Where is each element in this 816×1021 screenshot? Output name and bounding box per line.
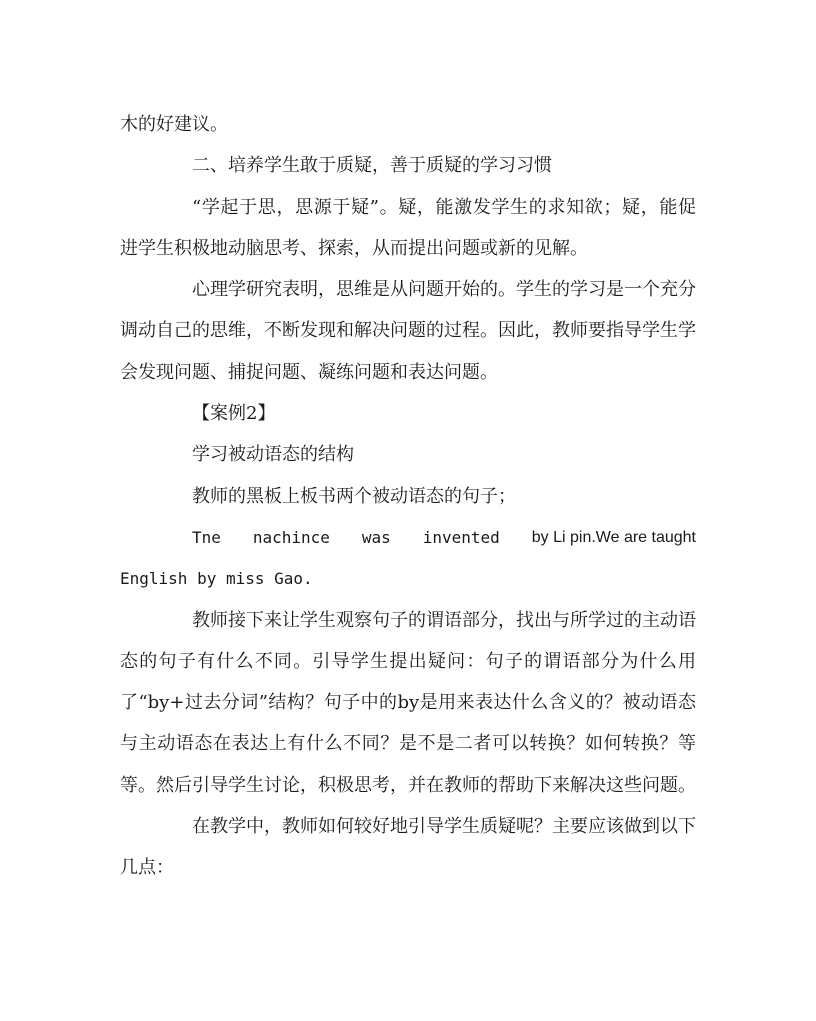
example-word: by Li pin.We are taught	[531, 528, 696, 546]
example-sentence-line-1	[120, 517, 696, 558]
paragraph-analysis: 教师接下来让学生观察句子的谓语部分，找出与所学过的主动语态的句子有什么不同。引导学生提出疑问：句子的谓语部分为什么用了“by+过去分词”结构？句子中的by是用来表达什么含义的？被动语态与主动语态在表达上有什么不同？是不是二者可以转换？如何转换？等等。然后引导学生讨论，积极思考，并在教师的帮助下来解决这些问题。	[120, 609, 696, 796]
section-heading: 二、培养学生敢于质疑，善于质疑的学习习惯	[192, 155, 552, 177]
blackboard-intro: 教师的黑板上板书两个被动语态的句子；	[192, 485, 516, 507]
paragraph-guidance: 在教学中，教师如何较好地引导学生质疑呢？主要应该做到以下几点：	[120, 816, 696, 879]
example-word: Tne	[192, 527, 221, 547]
example-word: nachince	[252, 527, 330, 547]
paragraph-psychology: 心理学研究表明，思维是从问题开始的。学生的学习是一个充分调动自己的思维，不断发现和解决问题的过程。因此，教师要指导学生学会发现问题、捕捉问题、凝练问题和表达问题。	[120, 279, 696, 383]
example-word: invented	[422, 527, 500, 547]
case-label: 【案例2】	[192, 403, 276, 425]
case-title: 学习被动语态的结构	[192, 444, 354, 466]
document-body	[120, 104, 696, 889]
example-word: was	[361, 527, 391, 547]
paragraph-continuation: 木的好建议。	[120, 114, 228, 135]
example-sentence-line-2: English by miss Gao.	[120, 569, 313, 589]
paragraph-quote: “学起于思，思源于疑”。疑，能激发学生的求知欲；疑，能促进学生积极地动脑思考、探索，从而提出问题或新的见解。	[120, 196, 696, 259]
